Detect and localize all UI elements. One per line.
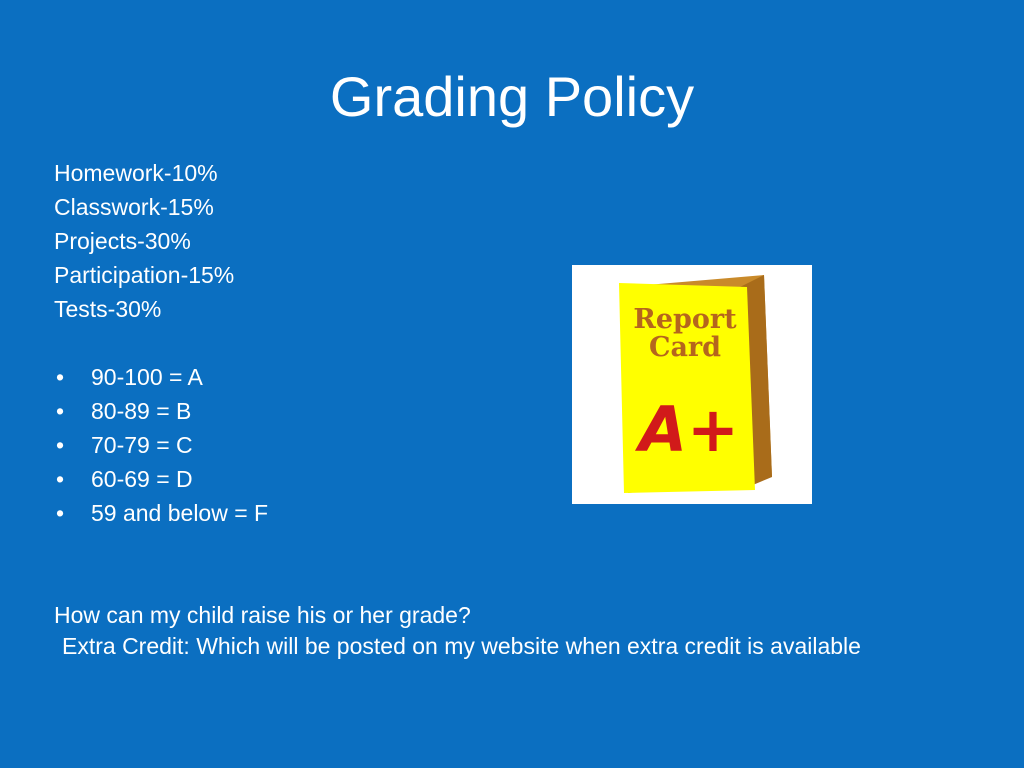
grade-scale-item-a <box>54 360 984 394</box>
spacer <box>54 326 984 360</box>
card-title-line2: Card <box>648 332 722 363</box>
grade-scale-item-d <box>54 462 984 496</box>
grade-scale-item-c <box>54 428 984 462</box>
grade-scale-label: 59 and below = F <box>91 500 269 526</box>
grade-scale-item-f <box>54 496 984 530</box>
bullet-icon: • <box>56 432 65 458</box>
bullet-icon: • <box>56 364 65 390</box>
grade-scale-list <box>54 360 984 530</box>
card-grade: A+ <box>639 393 739 466</box>
weight-projects: Projects-30% <box>54 228 191 254</box>
grade-scale-label: 80-89 = B <box>91 398 192 424</box>
card-title-line1: Report <box>633 304 737 335</box>
grade-scale-label: 90-100 = A <box>91 364 203 390</box>
extra-credit-text: Extra Credit: Which will be posted on my website when extra credit is available <box>62 633 861 659</box>
slide-title: Grading Policy <box>329 65 695 128</box>
report-card-icon <box>572 265 812 504</box>
bullet-icon: • <box>56 398 65 424</box>
weight-homework: Homework-10% <box>54 160 218 186</box>
report-card-image <box>572 265 812 504</box>
bullet-icon: • <box>56 500 65 526</box>
weight-tests: Tests-30% <box>54 296 162 322</box>
grade-scale-label: 70-79 = C <box>91 432 193 458</box>
question-text: How can my child raise his or her grade? <box>54 602 471 628</box>
bullet-icon: • <box>56 466 65 492</box>
grade-scale-item-b <box>54 394 984 428</box>
slide-body <box>54 156 984 660</box>
grade-scale-label: 60-69 = D <box>91 466 193 492</box>
weight-participation: Participation-15% <box>54 262 235 288</box>
weight-classwork: Classwork-15% <box>54 194 214 220</box>
spacer <box>54 530 984 598</box>
